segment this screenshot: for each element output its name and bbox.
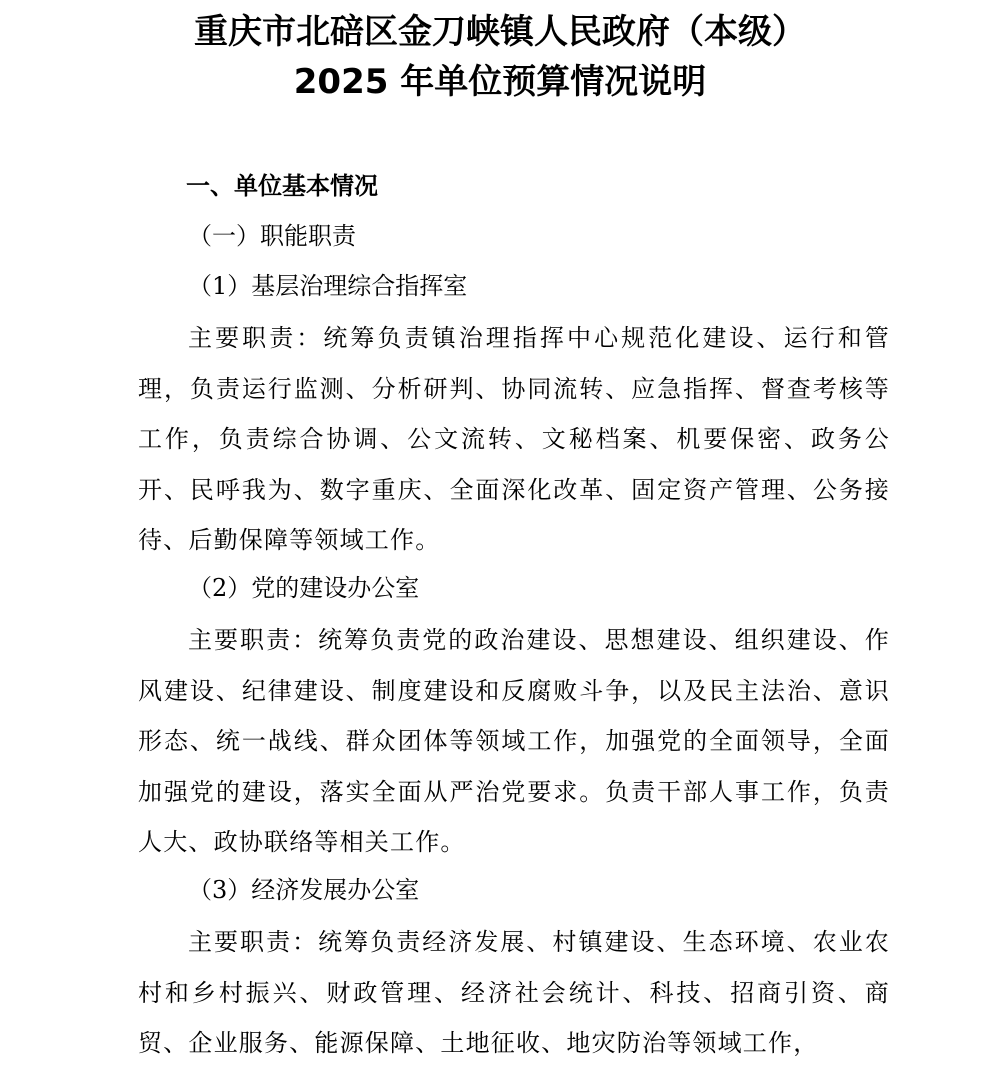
document-title-line-2: 2025 年单位预算情况说明: [293, 62, 707, 102]
item-heading-2: （2）党的建设办公室: [188, 574, 420, 602]
item-body-1: 主要职责：统筹负责镇治理指挥中心规范化建设、运行和管理，负责运行监测、分析研判、协同流转、应急指挥、督查考核等工作，负责综合协调、公文流转、文秘档案、机要保密、政务公开、民呼我为、数字重庆、全面深化改革、固定资产管理、公务接待、后勤保障等领域工作。: [138, 324, 890, 554]
item-heading-1: （1）基层治理综合指挥室: [188, 272, 468, 300]
subsection-heading: （一）职能职责: [188, 222, 356, 250]
item-heading-3: （3）经济发展办公室: [188, 876, 420, 904]
document-title-line-1: 重庆市北碚区金刀峡镇人民政府（本级）: [194, 12, 806, 52]
section-heading: 一、单位基本情况: [186, 172, 378, 200]
item-body-2: 主要职责：统筹负责党的政治建设、思想建设、组织建设、作风建设、纪律建设、制度建设和反腐败斗争，以及民主法治、意识形态、统一战线、群众团体等领域工作，加强党的全面领导，全面加强党的建设，落实全面从严治党要求。负责干部人事工作，负责人大、政协联络等相关工作。: [138, 626, 890, 856]
item-body-3: 主要职责：统筹负责经济发展、村镇建设、生态环境、农业农村和乡村振兴、财政管理、经济社会统计、科技、招商引资、商贸、企业服务、能源保障、土地征收、地灾防治等领域工作，: [138, 928, 890, 1057]
